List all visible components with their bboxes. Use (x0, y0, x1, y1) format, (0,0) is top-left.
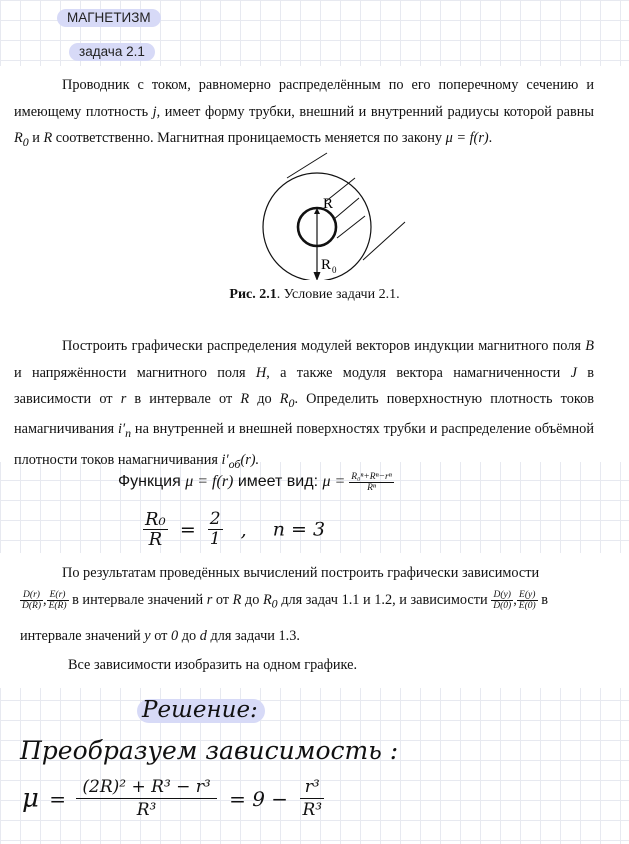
function-mu-eq: μ = f(r) (185, 473, 234, 491)
function-fraction-num: R₀ⁿ+Rⁿ−rⁿ (351, 472, 392, 482)
var-H: H (255, 364, 267, 381)
results-line-3 (20, 628, 300, 645)
radius-R0-arrow (314, 272, 321, 280)
hatch-line-3 (333, 198, 359, 220)
var-R0-sub: 0 (22, 134, 29, 149)
transform-label: Преобразуем зависимость : (20, 736, 399, 765)
topic-tag: МАГНЕТИЗМ (57, 9, 161, 27)
solution-fraction-2-den: R³ (302, 800, 323, 820)
frac-D-y-num: D(y) (491, 590, 513, 601)
results-line-3c: до (178, 628, 200, 644)
given-values (143, 510, 325, 549)
results-paragraph (14, 558, 609, 588)
task-line-3a: в зависимости от (14, 364, 594, 407)
var-i-volume: i′ (221, 451, 229, 468)
function-prefix: Функция (118, 473, 186, 491)
problem-line-3c: соответственно. Магнитная проницаемость меняется по закону (52, 130, 446, 146)
frac-E-r (47, 590, 69, 611)
frac-D-r-num: D(r) (20, 590, 43, 601)
var-i-volume-arg: (r). (240, 451, 260, 468)
var-j: j (152, 103, 157, 120)
results-l2c: до (241, 591, 263, 608)
given-value-den: 1 (209, 529, 221, 549)
given-ratio-num: R₀ (145, 509, 166, 530)
task-line-3b: в интервале от (126, 391, 241, 407)
label-R0: R (321, 257, 332, 273)
var-J: J (570, 364, 577, 381)
given-value-num: 2 (209, 509, 221, 529)
results-line-3b: от (150, 628, 171, 644)
label-R0-sub: 0 (332, 265, 337, 275)
results-var-R0-sub: 0 (271, 596, 278, 611)
var-B: B (585, 338, 594, 354)
results-var-zero: 0 (171, 628, 179, 644)
var-i-volume-sub: об (228, 456, 241, 471)
var-R0-task-sub: 0 (288, 395, 295, 410)
task-line-2c: , а также модуля вектора намагниченности (266, 364, 561, 381)
task-line-1: Построить графически распределения модулей векторов индукции магнитного (62, 338, 549, 354)
law-formula: μ = f(r) (445, 130, 489, 146)
results-l2a: в интервале значений (68, 591, 207, 608)
frac-D-y-den: D(0) (493, 601, 512, 611)
frac-E-r-num: E(r) (47, 590, 69, 601)
problem-line-3a: равны (556, 103, 595, 120)
given-ratio-den: R (148, 529, 163, 550)
frac-D-r (20, 590, 43, 611)
function-middle: имеет вид: (233, 473, 323, 491)
solution-formula (22, 776, 324, 821)
results-var-R0: R (262, 591, 272, 608)
function-fraction-den: Rⁿ (367, 483, 376, 493)
var-R: R (43, 130, 53, 146)
given-ratio (143, 510, 168, 549)
problem-line-3b: и (28, 130, 44, 146)
function-fraction (349, 472, 393, 493)
var-R0-task: R (279, 391, 289, 407)
results-line-4: Все зависимости изобразить на одном графике. (68, 657, 358, 673)
frac-D-r-den: D(R) (22, 601, 41, 611)
given-value (208, 510, 223, 549)
hatch-line-4 (337, 216, 365, 238)
results-line-3d: для задачи 1.3. (206, 628, 300, 644)
given-comma: , (240, 518, 247, 541)
problem-line-3d: . (488, 130, 493, 146)
var-i-surface-sub: п (125, 426, 132, 441)
results-line-2: $\frac{D(r)}{D(R)}$ , $\frac{E(r)}{E(R)}$ в интервале значений r от R до $R_0$ для задач 1.1 и 1.2, и зависимости $\frac{D(y)}{D(0)}$ , $\frac{E(y)}{E(0)}$ в (22, 590, 548, 611)
var-r: r (120, 391, 127, 407)
frac-E-y-den: E(0) (518, 601, 536, 611)
frac-D-y (491, 590, 513, 611)
solution-eq: = (49, 786, 67, 811)
var-i-surface: i′ (117, 421, 126, 438)
task-line-2a: поля (552, 338, 586, 354)
task-line-2b: и напряжённости магнитного поля (14, 364, 256, 381)
problem-line-2b: , имеет форму трубки, внешний и внутренний радиусы которой (156, 103, 552, 120)
results-line-3a: интервале значений (20, 628, 145, 644)
results-var-d: d (199, 628, 207, 644)
solution-eq2: = 9 − (229, 786, 289, 811)
solution-fraction-den: R³ (136, 800, 157, 820)
caption-text: . Условие задачи 2.1. (276, 287, 400, 302)
results-var-y: y (144, 628, 151, 644)
figure-caption (0, 287, 629, 303)
solution-mu: μ (22, 783, 39, 814)
problem-paragraph (14, 72, 594, 155)
task-line-4b: на внутренней и внешней поверхностях трубки и (131, 421, 438, 438)
results-l2d: для задач 1.1 и 1.2, и зависимости (277, 591, 492, 608)
solution-heading: Решение: (142, 697, 258, 723)
results-line-1: По результатам проведённых вычислений построить графически зависимости (62, 565, 540, 581)
frac-E-r-den: E(R) (48, 601, 67, 611)
task-tag: задача 2.1 (69, 43, 155, 61)
task-line-3d: до (249, 391, 280, 407)
solution-fraction (76, 776, 216, 821)
given-n: n = 3 (272, 518, 326, 541)
frac-E-y (517, 590, 538, 611)
label-R: R (323, 196, 334, 212)
task-paragraph (14, 333, 594, 477)
problem-line-2a: имеющему плотность (14, 103, 153, 120)
task-line-3e: . Определить поверхностную плотность (294, 391, 553, 407)
solution-fraction-num: (2R)² + R³ − r³ (76, 776, 216, 799)
results-var-R: R (232, 591, 242, 608)
given-eq: = (179, 518, 196, 541)
results-l2b: от (212, 591, 233, 608)
results-var-r: r (206, 591, 213, 608)
var-R-task: R (240, 391, 250, 407)
results-l2e: в (537, 591, 548, 608)
tube-figure (255, 150, 415, 280)
caption-bold: Рис. 2.1 (229, 287, 277, 302)
problem-line-1: Проводник с током, равномерно распределённым по его поперечному сечению и (62, 77, 594, 93)
task-line-5a: распределение объёмной плотности токов намагничивания (14, 421, 594, 468)
solution-fraction-2-num: r³ (300, 776, 324, 799)
task-line-4a: токов намагничивания (14, 391, 594, 438)
var-R0: R (14, 130, 23, 146)
frac-E-y-num: E(y) (517, 590, 538, 601)
function-line (118, 472, 394, 493)
solution-fraction-2 (300, 776, 324, 821)
function-mu: μ = (322, 473, 350, 491)
